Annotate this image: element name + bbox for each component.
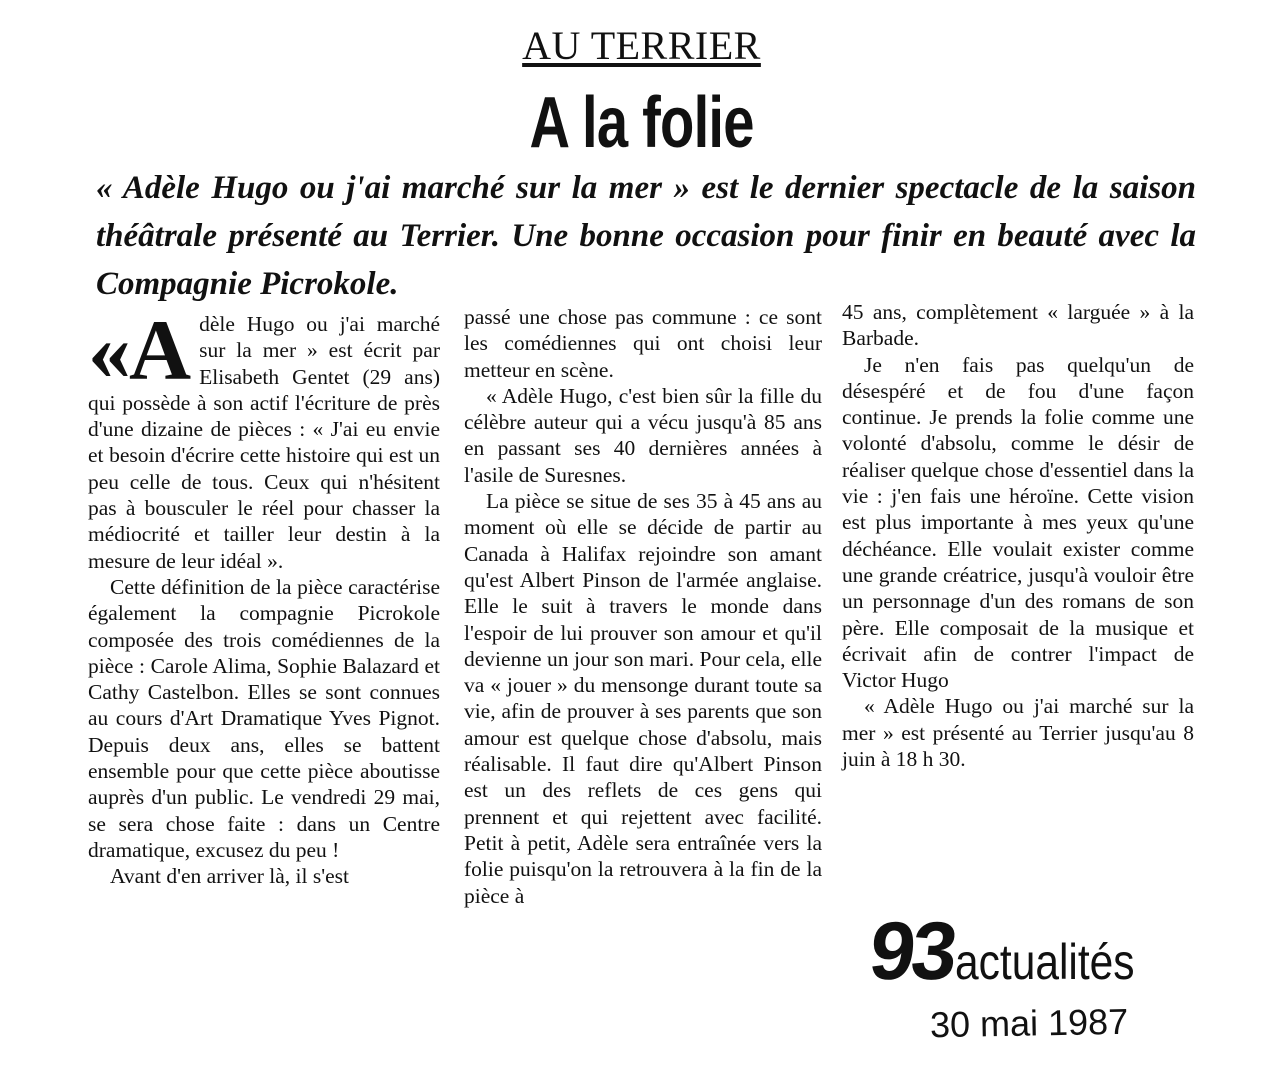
article-column-2: [464, 304, 822, 909]
logo-name: actualités: [955, 934, 1135, 990]
dropcap: «A: [88, 302, 190, 398]
column-1-paragraph-3: Avant d'en arriver là, il s'est: [110, 864, 349, 889]
lede: « Adèle Hugo ou j'ai marché sur la mer » est le dernier spectacle de la saison théâtrale présenté au Terrier. Une bonne occasion pour finir en beauté avec la Compagnie Picrokole.: [96, 170, 1196, 302]
column-1-paragraph-1: [88, 302, 440, 574]
column-2-paragraph-2: « Adèle Hugo, c'est bien sûr la fille du célèbre auteur qui a vécu jusqu'à 85 ans en passant ses 40 dernières années à l'asile de Suresnes.: [464, 383, 822, 487]
logo-number: 93: [865, 906, 959, 997]
column-3-paragraph-2: Je n'en fais pas quelqu'un de désespéré et de fou d'une façon continue. Je prends la folie comme une volonté d'absolu, comme le désir de réaliser quelque chose d'essentiel dans la vie : j'en fais une héroïne. Cette vision est plus importante à mes yeux qu'une déchéance. Elle voulait exister comme une grande créatrice, jusqu'à vouloir être un personnage d'un des romans de son père. Elle composait de la musique et écrivait afin de contrer l'impact de Victor Hugo: [842, 352, 1194, 693]
kicker-text: AU TERRIER: [522, 23, 761, 68]
column-2-paragraph-1: passé une chose pas commune : ce sont les comédiennes qui ont choisi leur metteur en scène.: [464, 305, 822, 382]
column-3-paragraph-3: « Adèle Hugo ou j'ai marché sur la mer » est présenté au Terrier jusqu'au 8 juin à 18 h 30.: [842, 694, 1194, 772]
kicker: [0, 22, 1283, 70]
column-2-paragraph-3: La pièce se situe de ses 35 à 45 ans au moment où elle se décide de partir au Canada à Halifax rejoindre son amant qu'est Albert Pinson de l'armée anglaise. Elle le suit à travers le monde dans l'espoir de lui prouver son amour et qu'il devienne un jour son mari. Pour cela, elle va « jouer » du mensonge durant toute sa vie, afin de prouver à ses parents que son amour est quelque chose d'absolu, mais réalisable. Il faut dire qu'Albert Pinson est un des reflets de ces gens qui prennent et qui rejettent avec facilité. Petit à petit, Adèle sera entraînée vers la folie puisqu'on la retrouvera à la fin de la pièce à: [464, 489, 822, 908]
newspaper-logo: [865, 906, 1200, 997]
column-1-paragraph-2: Cette définition de la pièce caractérise également la compagnie Picrokole composée des trois comédiennes de la pièce : Carole Alima, Sophie Balazard et Cathy Castelbon. Elles se sont connues au cours d'Art Dramatique Yves Pignot. Depuis deux ans, elles se battent ensemble pour que cette pièce aboutisse auprès d'un public. Le vendredi 29 mai, se sera chose faite : dans un Centre dramatique, excusez du peu !: [88, 574, 440, 862]
headline: A la folie: [529, 83, 754, 163]
article-column-3: [842, 299, 1194, 772]
publication-date: 30 mai 1987: [929, 1000, 1129, 1046]
column-3-paragraph-1: 45 ans, complètement « larguée » à la Barbade.: [842, 300, 1194, 351]
column-1-paragraph-1-text: dèle Hugo ou j'ai marché sur la mer » est écrit par Elisabeth Gentet (29 ans) qui possède à son actif l'écriture de près d'une dizaine de pièces : « J'ai eu envie et besoin d'écrire cette histoire qui est un peu celle de tous. Ceux qui n'hésitent pas à bousculer le réel pour chasser la médiocrité et tailler leur destin à la mesure de leur idéal ».: [88, 312, 440, 573]
article-column-1: [88, 302, 440, 890]
